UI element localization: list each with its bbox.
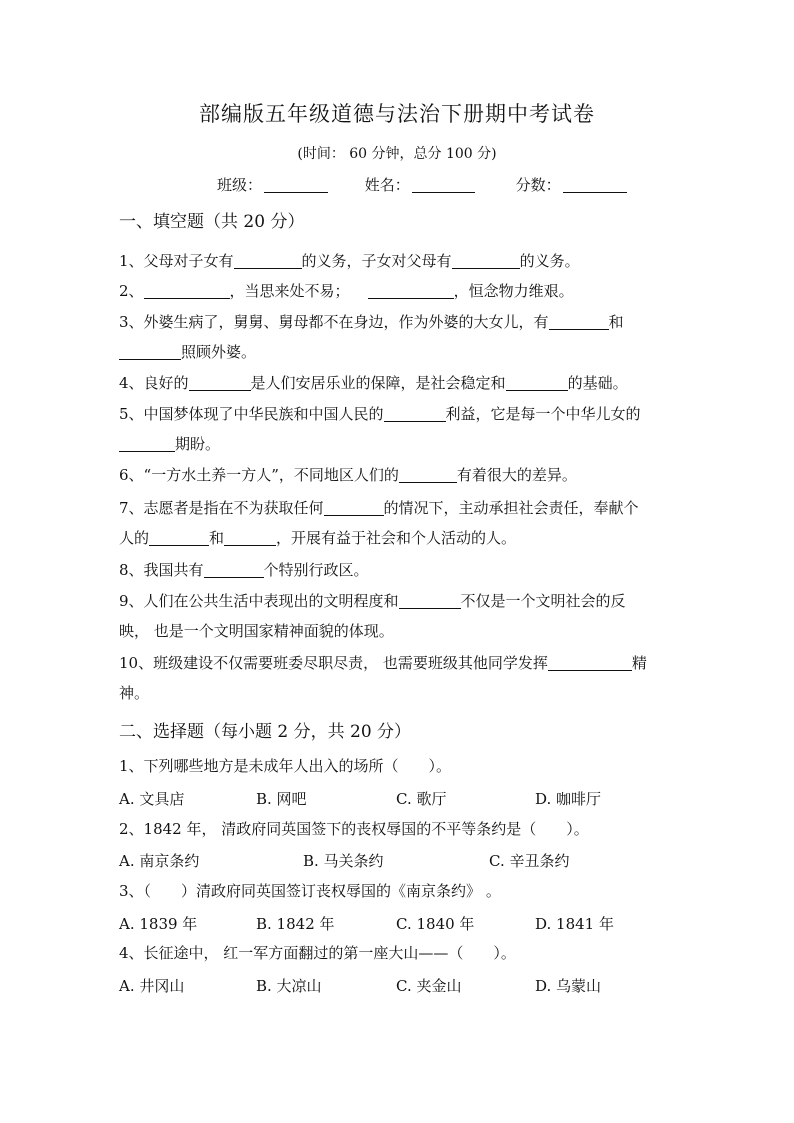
question-text: 期盼。 (175, 435, 221, 453)
question-text: 是人们安居乐业的保障，是社会稳定和 (250, 374, 506, 392)
question-1-9 (119, 592, 626, 610)
question-1-2 (119, 282, 574, 300)
answer-blank[interactable] (119, 344, 181, 360)
option-c[interactable]: C. 夹金山 (396, 977, 462, 995)
question-text: ，当思来处不易； (229, 282, 350, 300)
question-text: 个特别行政区。 (263, 561, 369, 579)
question-1-5 (119, 405, 641, 423)
question-text: 不仅是一个文明社会的反 (460, 592, 626, 610)
question-text: 1、父母对子女有 (119, 252, 234, 270)
class-field[interactable] (264, 176, 328, 193)
question-text: 的情况下，主动承担社会责任，奉献个 (383, 499, 639, 517)
question-1-7-cont (119, 529, 516, 547)
exam-duration: (时间： 60 分钟，总分 100 分) (297, 146, 497, 162)
answer-blank[interactable] (399, 467, 457, 483)
name-field[interactable] (412, 176, 475, 193)
question-text: 9、人们在公共生活中表现出的文明程度和 (119, 592, 399, 610)
section-heading-multiple-choice: 二、选择题（每小题 2 分，共 20 分） (119, 722, 412, 742)
question-text: 4、良好的 (119, 374, 189, 392)
section-heading-fill-blank: 一、填空题（共 20 分） (119, 212, 305, 232)
question-text: 和 (209, 529, 225, 547)
question-text: 的义务。 (519, 252, 580, 270)
question-1-3-cont (119, 343, 256, 361)
question-text: 照顾外婆。 (181, 343, 257, 361)
option-b[interactable]: B. 网吧 (256, 790, 307, 808)
name-label: 姓名： (364, 176, 410, 194)
answer-blank[interactable] (452, 253, 520, 269)
choice-question-1: 1、下列哪些地方是未成年人出入的场所（ ）。 (119, 757, 452, 775)
answer-blank[interactable] (224, 530, 276, 546)
question-text: 6、“一方水土养一方人”，不同地区人们的 (119, 466, 399, 484)
option-a[interactable]: A. 井冈山 (119, 977, 185, 995)
question-1-6 (119, 466, 577, 484)
option-d[interactable]: D. 乌蒙山 (535, 977, 602, 995)
answer-blank[interactable] (144, 283, 230, 299)
option-c[interactable]: C. 1840 年 (396, 915, 475, 933)
question-text: 10、班级建设不仅需要班委尽职尽责， 也需要班级其他同学发挥 (119, 654, 548, 672)
question-text: 3、外婆生病了，舅舅、舅母都不在身边，作为外婆的大女儿，有 (119, 313, 549, 331)
question-text: 和 (608, 313, 624, 331)
question-1-10 (119, 654, 647, 672)
question-text: 2、 (119, 282, 144, 300)
answer-blank[interactable] (189, 375, 251, 391)
question-text: 5、中国梦体现了中华民族和中国人民的 (119, 405, 384, 423)
question-text: 有着很大的差异。 (456, 466, 577, 484)
student-info-row (217, 174, 627, 195)
option-a[interactable]: A. 南京条约 (119, 852, 200, 870)
question-text: ，开展有益于社会和个人活动的人。 (276, 529, 517, 547)
option-a[interactable]: A. 文具店 (119, 790, 185, 808)
answer-blank[interactable] (548, 655, 632, 671)
question-1-4 (119, 374, 628, 392)
question-text: 映， 也是一个文明国家精神面貌的体现。 (119, 622, 394, 640)
answer-blank[interactable] (506, 375, 568, 391)
page-title: 部编版五年级道德与法治下册期中考试卷 (199, 102, 595, 126)
answer-blank[interactable] (549, 314, 609, 330)
choice-question-2: 2、1842 年， 清政府同英国签下的丧权辱国的不平等条约是（ ）。 (119, 820, 589, 838)
option-a[interactable]: A. 1839 年 (119, 915, 198, 933)
question-text: ，恒念物力维艰。 (453, 282, 574, 300)
option-c[interactable]: C. 歌厅 (396, 790, 447, 808)
question-text: 精 (631, 654, 647, 672)
question-text: 利益，它是每一个中华儿女的 (445, 405, 641, 423)
question-text: 7、志愿者是指在不为获取任何 (119, 499, 324, 517)
question-text: 神。 (119, 684, 150, 702)
question-text: 人的 (119, 529, 150, 547)
question-text: 8、我国共有 (119, 561, 204, 579)
question-1-1 (119, 252, 580, 270)
option-b[interactable]: B. 大凉山 (256, 977, 322, 995)
question-1-7 (119, 499, 639, 517)
option-d[interactable]: D. 咖啡厅 (535, 790, 602, 808)
option-b[interactable]: B. 1842 年 (256, 915, 335, 933)
answer-blank[interactable] (368, 283, 454, 299)
choice-question-4: 4、长征途中， 红一军方面翻过的第一座大山——（ ）。 (119, 944, 516, 962)
question-1-5-cont (119, 435, 220, 453)
option-c[interactable]: C. 辛丑条约 (489, 852, 570, 870)
answer-blank[interactable] (204, 562, 264, 578)
score-label: 分数： (515, 176, 561, 194)
class-label: 班级： (217, 176, 263, 194)
question-1-10-cont (119, 684, 149, 702)
option-d[interactable]: D. 1841 年 (535, 915, 614, 933)
answer-blank[interactable] (149, 530, 209, 546)
score-field[interactable] (563, 176, 627, 193)
question-1-9-cont (119, 622, 394, 640)
answer-blank[interactable] (119, 436, 175, 452)
question-1-3 (119, 313, 624, 331)
choice-question-3: 3、（ ）清政府同英国签订丧权辱国的《南京条约》 。 (119, 882, 501, 900)
question-text: 的义务，子女对父母有 (301, 252, 452, 270)
question-text: 的基础。 (567, 374, 628, 392)
answer-blank[interactable] (399, 593, 461, 609)
question-1-8 (119, 561, 369, 579)
answer-blank[interactable] (384, 406, 446, 422)
answer-blank[interactable] (234, 253, 302, 269)
answer-blank[interactable] (324, 500, 384, 516)
option-b[interactable]: B. 马关条约 (303, 852, 384, 870)
